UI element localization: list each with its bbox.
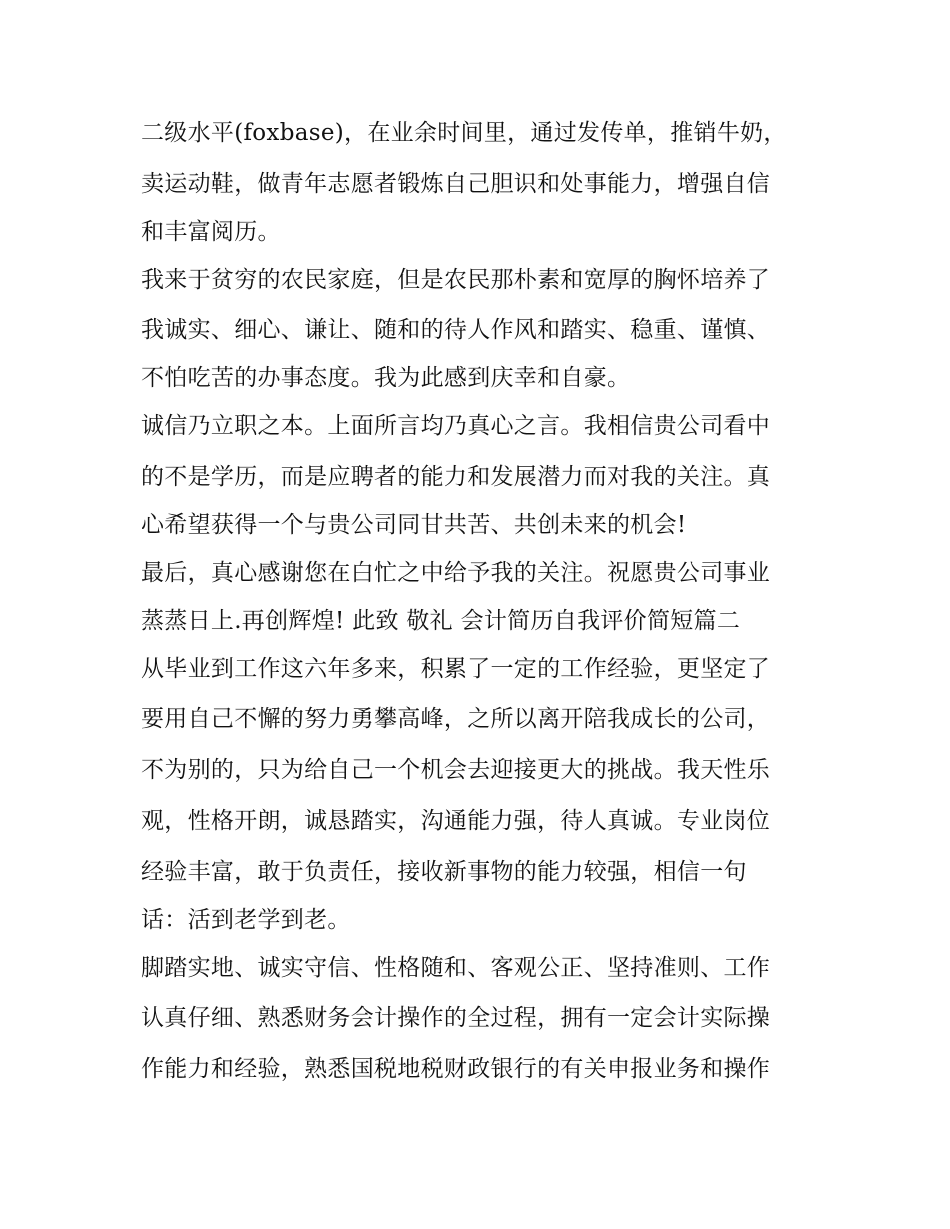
text-line: 经验丰富，敢于负责任，接收新事物的能力较强，相信一句 <box>141 858 747 885</box>
text-line: 我来于贫穷的农民家庭，但是农民那朴素和宽厚的胸怀培养了 <box>141 266 771 293</box>
document-body <box>141 108 821 1095</box>
text-line: 最后，真心感谢您在白忙之中给予我的关注。祝愿贵公司事业 <box>141 559 771 586</box>
text-line: 不为别的，只为给自己一个机会去迎接更大的挑战。我天性乐 <box>141 757 771 784</box>
text-line: 要用自己不懈的努力勇攀高峰，之所以离开陪我成长的公司， <box>141 706 771 733</box>
text-line: 和丰富阅历。 <box>141 218 281 245</box>
text-line: 的不是学历，而是应聘者的能力和发展潜力而对我的关注。真 <box>141 463 771 490</box>
text-line: 诚信乃立职之本。上面所言均乃真心之言。我相信贵公司看中 <box>141 413 771 440</box>
text-line: 二级水平(foxbase)，在业余时间里，通过发传单，推销牛奶， <box>141 120 787 146</box>
text-line: 蒸蒸日上.再创辉煌! 此致 敬礼 会计简历自我评价简短篇二 <box>141 607 741 634</box>
text-line: 脚踏实地、诚实守信、性格随和、客观公正、坚持准则、工作 <box>141 954 771 981</box>
text-line: 作能力和经验，熟悉国税地税财政银行的有关申报业务和操作 <box>141 1056 771 1083</box>
text-line: 我诚实、细心、谦让、随和的待人作风和踏实、稳重、谨慎、 <box>141 317 771 344</box>
text-line: 话：活到老学到老。 <box>141 906 351 933</box>
text-line: 认真仔细、熟悉财务会计操作的全过程，拥有一定会计实际操 <box>141 1005 771 1032</box>
text-line: 心希望获得一个与贵公司同甘共苦、共创未来的机会! <box>141 511 687 538</box>
text-line: 从毕业到工作这六年多来，积累了一定的工作经验，更坚定了 <box>141 655 771 682</box>
text-line: 卖运动鞋，做青年志愿者锻炼自己胆识和处事能力，增强自信 <box>141 170 771 197</box>
text-line: 不怕吃苦的办事态度。我为此感到庆幸和自豪。 <box>141 365 631 392</box>
text-line: 观，性格开朗，诚恳踏实，沟通能力强，待人真诚。专业岗位 <box>141 807 771 834</box>
